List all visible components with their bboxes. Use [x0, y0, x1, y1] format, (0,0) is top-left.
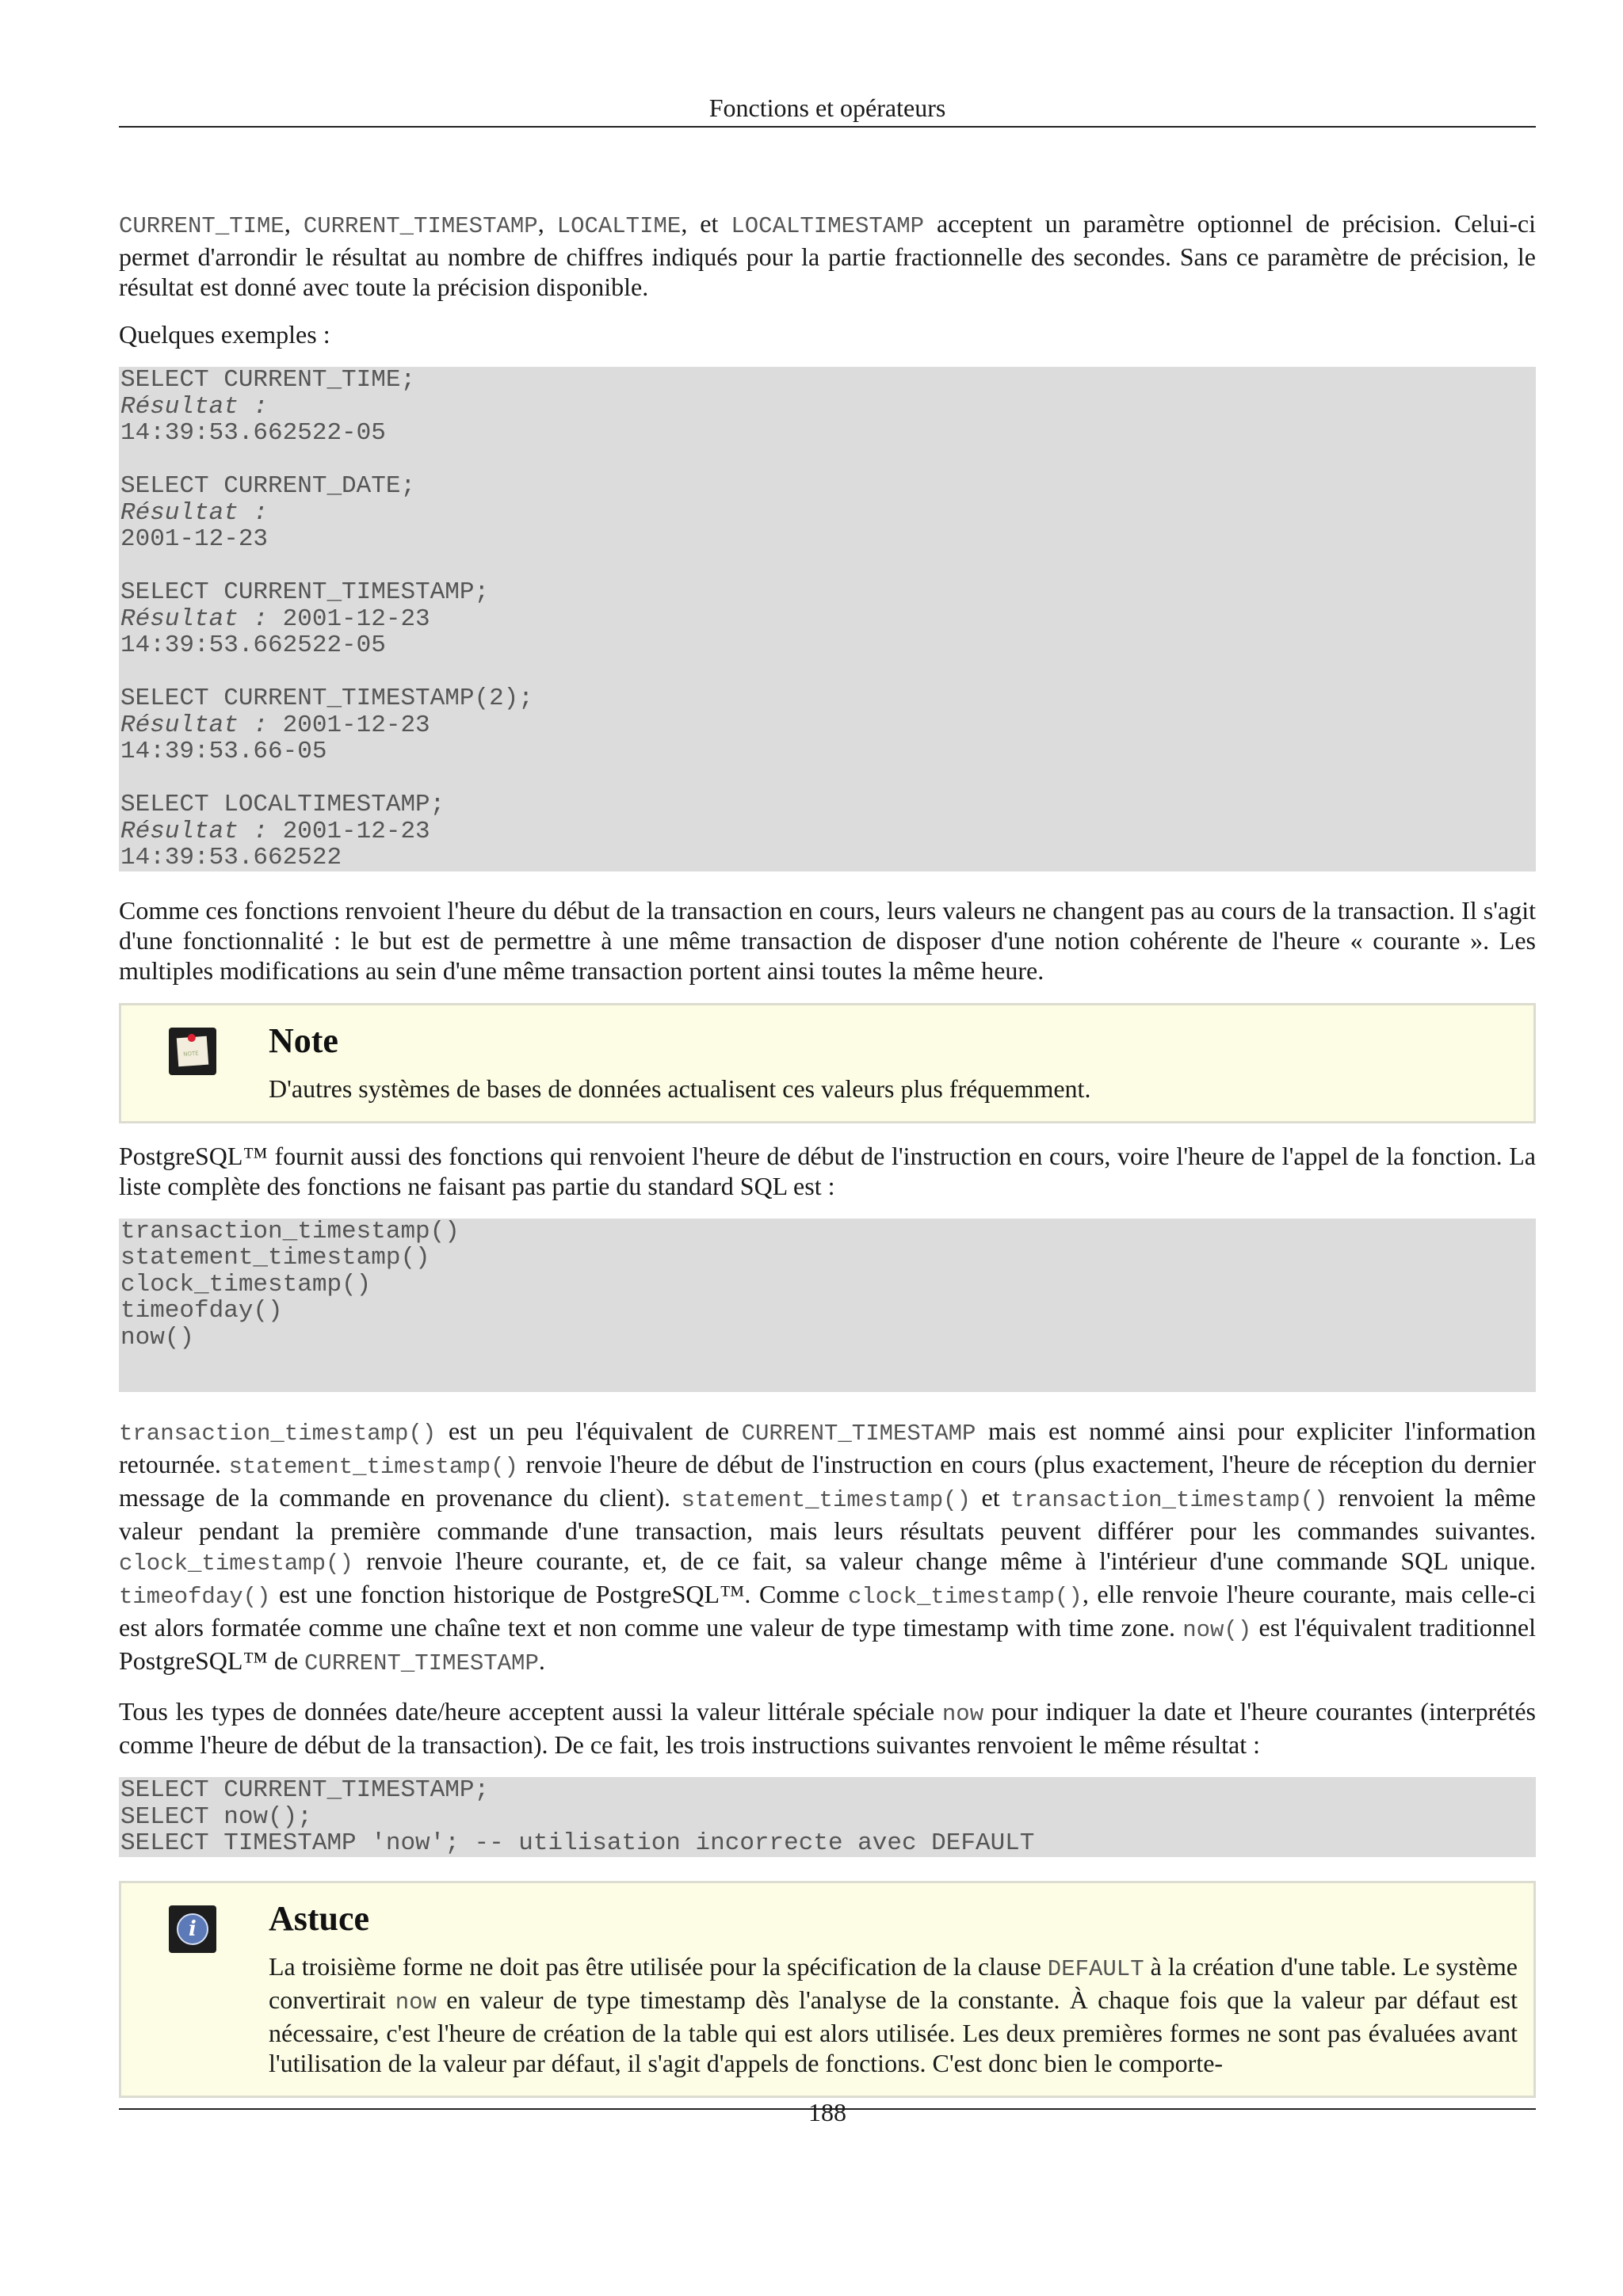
- code-line: 14:39:53.662522-05: [120, 631, 386, 659]
- text-run: acceptent un paramètre optionnel de précision. Celui-ci permet d'arrondir le résultat au nombre de chiffres indiqués pour la partie fractionnelle des secondes. Sans ce paramètre de précision, le résultat est donné avec toute la précision disponible.: [119, 209, 1537, 301]
- code-line: transaction_timestamp(): [120, 1217, 460, 1245]
- code-line: Résultat :: [120, 392, 269, 421]
- text-run: , elle renvoie l'heure courante, mais celle-ci est alors formatée comme une chaîne text et non comme une valeur de type timestamp with time zone.: [119, 1580, 1537, 1642]
- inline-code: transaction_timestamp(): [1010, 1487, 1328, 1513]
- page-number: 188: [808, 2098, 846, 2126]
- code-line: 14:39:53.662522: [120, 844, 342, 871]
- text-run: , et: [681, 209, 731, 238]
- inline-code: LOCALTIME: [556, 213, 682, 239]
- now-code-block: [119, 1777, 1536, 1857]
- code-line: 14:39:53.66-05: [120, 738, 327, 765]
- code-line: Résultat : 2001-12-23: [120, 605, 430, 633]
- inline-code: CURRENT_TIMESTAMP: [304, 1650, 539, 1676]
- text-run: ,: [284, 209, 304, 238]
- note-text: D'autres systèmes de bases de données actualisent ces valeurs plus fréquemment.: [269, 1074, 1091, 1103]
- header-rule: [119, 126, 1536, 128]
- inline-code: timeofday(): [119, 1584, 271, 1610]
- code-line: SELECT now();: [120, 1802, 312, 1831]
- text-run: et: [971, 1483, 1011, 1512]
- inline-code: statement_timestamp(): [681, 1487, 971, 1513]
- text-run: renvoient la même valeur pendant la première commande d'une transaction, mais leurs résultats peuvent différer pour les commandes suivantes.: [119, 1483, 1537, 1545]
- examples-code-block: [119, 367, 1536, 871]
- code-line: SELECT CURRENT_TIMESTAMP;: [120, 1776, 490, 1804]
- text-run: renvoie l'heure courante, et, de ce fait, sa valeur change même à l'intérieur d'une commande SQL unique.: [353, 1547, 1536, 1575]
- code-line: [120, 659, 1534, 686]
- inline-code: clock_timestamp(): [119, 1550, 353, 1577]
- text-run: est un peu l'équivalent de: [436, 1417, 742, 1445]
- precision-paragraph: [119, 208, 1536, 302]
- inline-code: CURRENT_TIME: [119, 213, 285, 239]
- postgres-functions-paragraph: PostgreSQL™ fournit aussi des fonctions qui renvoient l'heure de début de l'instruction en cours, voire l'heure de l'appel de la fonction. La liste complète des fonctions ne faisant pas partie du standard SQL est :: [119, 1141, 1536, 1200]
- code-line: SELECT CURRENT_TIME;: [120, 366, 416, 394]
- code-line: SELECT LOCALTIMESTAMP;: [120, 791, 445, 818]
- code-line: SELECT CURRENT_TIMESTAMP;: [120, 578, 490, 606]
- text-run: en valeur de type timestamp dès l'analyse de la constante. À chaque fois que la valeur par défaut est nécessaire, c'est l'heure de création de la table qui est alors utilisée. Les deux premières formes ne sont pas évaluées avant l'utilisation de la valeur par défaut, il s'agit d'appels de fonctions. C'est donc bien le comporte-: [269, 1985, 1518, 2077]
- functions-code-block: [119, 1219, 1536, 1393]
- text-run: mais est nommé ainsi pour expliciter l'information retournée.: [119, 1417, 1537, 1478]
- code-line: Résultat :: [120, 498, 269, 527]
- text-run: est une fonction historique de PostgreSQL™. Comme: [270, 1580, 848, 1608]
- inline-code: LOCALTIMESTAMP: [731, 213, 925, 239]
- code-line: SELECT CURRENT_DATE;: [120, 472, 416, 500]
- text-run: Tous les types de données date/heure acceptent aussi la valeur littérale spéciale: [119, 1697, 942, 1726]
- inline-code: CURRENT_TIMESTAMP: [741, 1421, 976, 1447]
- inline-code: CURRENT_TIMESTAMP: [303, 213, 538, 239]
- page-header-title: Fonctions et opérateurs: [708, 93, 946, 122]
- transaction-paragraph: Comme ces fonctions renvoient l'heure du début de la transaction en cours, leurs valeurs ne changent pas au cours de la transaction. Il s'agit d'une fonctionnalité : le but est de permettre à une même transaction de disposer d'une notion cohérente de l'heure « courante ». Les multiples modifications au sein d'une même transaction portent ainsi toutes la même heure.: [119, 895, 1536, 985]
- info-icon: i: [169, 1905, 216, 1953]
- code-line: statement_timestamp(): [120, 1244, 430, 1272]
- code-line: 14:39:53.662522-05: [120, 419, 386, 447]
- inline-code: DEFAULT: [1047, 1955, 1144, 1982]
- now-literal-paragraph: [119, 1696, 1536, 1760]
- inline-code: transaction_timestamp(): [119, 1421, 437, 1447]
- code-line: SELECT CURRENT_TIMESTAMP(2);: [120, 685, 533, 712]
- code-line: SELECT TIMESTAMP 'now'; -- utilisation incorrecte avec DEFAULT: [120, 1829, 1035, 1857]
- note-box: [119, 1003, 1536, 1123]
- text-run: est l'équivalent traditionnel PostgreSQL™ de: [119, 1613, 1537, 1675]
- code-line: timeofday(): [120, 1297, 283, 1325]
- text-run: pour indiquer la date et l'heure courantes (interprétés comme l'heure de début de la transaction). De ce fait, les trois instructions suivantes renvoient le même résultat :: [119, 1697, 1537, 1759]
- text-run: renvoie l'heure de début de l'instruction en cours (plus exactement, l'heure de réception du dernier message de la commande en provenance du client).: [119, 1450, 1537, 1512]
- text-run: à la création d'une table. Le système convertirait: [269, 1951, 1518, 2014]
- tip-box: [119, 1881, 1536, 2098]
- inline-code: statement_timestamp(): [228, 1454, 518, 1480]
- note-title: Note: [269, 1020, 338, 1060]
- code-line: Résultat : 2001-12-23: [120, 711, 430, 739]
- tip-title: Astuce: [269, 1898, 370, 1938]
- inline-code: now: [941, 1701, 984, 1727]
- text-run: ,: [537, 209, 557, 238]
- code-line: [120, 447, 1534, 474]
- examples-intro: Quelques exemples :: [119, 320, 330, 349]
- code-line: Résultat : 2001-12-23: [120, 817, 430, 845]
- inline-code: clock_timestamp(): [847, 1584, 1083, 1610]
- note-icon: NOTE: [169, 1028, 216, 1075]
- text-run: La troisième forme ne doit pas être utilisée pour la spécification de la clause: [269, 1951, 1048, 1981]
- page-content: [119, 208, 1536, 2115]
- tip-text: [269, 1951, 1518, 2078]
- code-line: now(): [120, 1323, 195, 1352]
- text-run: .: [538, 1646, 545, 1675]
- inline-code: now: [395, 1989, 437, 2016]
- code-line: clock_timestamp(): [120, 1270, 372, 1299]
- functions-explanation-paragraph: [119, 1416, 1536, 1679]
- code-line: 2001-12-23: [120, 525, 269, 553]
- inline-code: now(): [1182, 1617, 1252, 1643]
- code-line: [120, 765, 1534, 792]
- code-line: [120, 553, 1534, 580]
